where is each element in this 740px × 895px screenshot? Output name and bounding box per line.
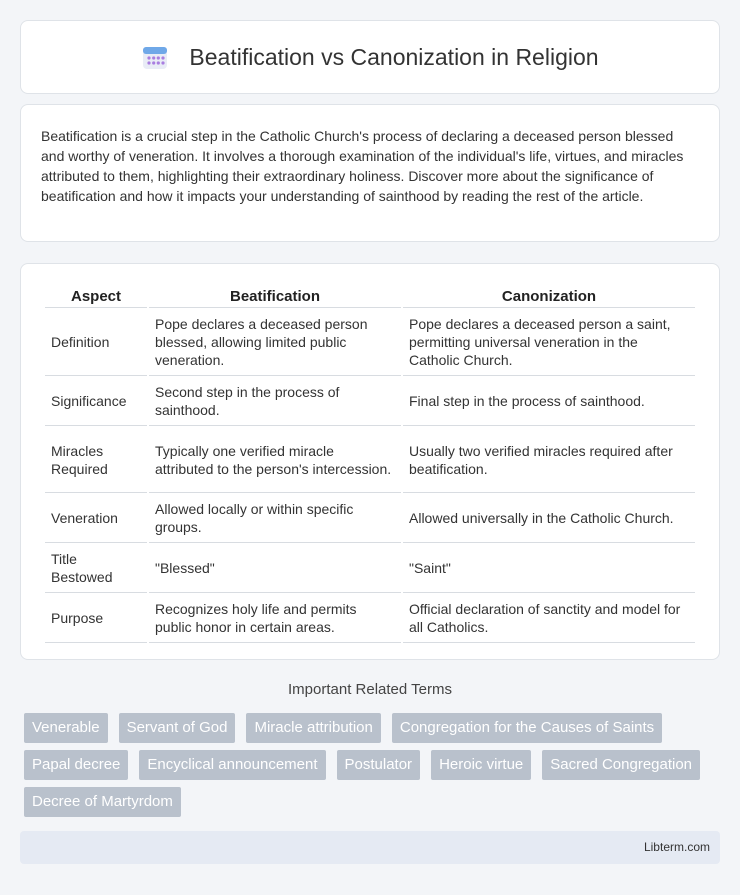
cell-aspect: Significance — [45, 376, 147, 426]
cell-aspect: Definition — [45, 308, 147, 376]
table-row — [45, 376, 695, 426]
comparison-table-card — [20, 263, 720, 660]
tag-postulator[interactable]: Postulator — [337, 750, 421, 780]
table-row — [45, 493, 695, 543]
tag-servant-of-god[interactable]: Servant of God — [119, 713, 236, 743]
tag-sacred-congregation[interactable]: Sacred Congregation — [542, 750, 700, 780]
table-row — [45, 308, 695, 376]
cell-aspect: Purpose — [45, 593, 147, 643]
footer — [20, 831, 720, 864]
table-header-row — [45, 284, 695, 308]
cell-beatification: Typically one verified miracle attributed to the person's intercession. — [149, 426, 401, 493]
tag-heroic-virtue[interactable]: Heroic virtue — [431, 750, 531, 780]
cell-beatification: Pope declares a deceased person blessed, allowing limited public veneration. — [149, 308, 401, 376]
tag-miracle-attribution[interactable]: Miracle attribution — [246, 713, 380, 743]
header-beatification: Beatification — [149, 284, 401, 308]
header-aspect: Aspect — [45, 284, 147, 308]
cell-canonization: Pope declares a deceased person a saint, permitting universal veneration in the Catholic Church. — [403, 308, 695, 376]
cell-beatification: Second step in the process of sainthood. — [149, 376, 401, 426]
table-row — [45, 543, 695, 593]
page-title: Beatification vs Canonization in Religion — [189, 43, 599, 70]
tag-encyclical-announcement[interactable]: Encyclical announcement — [139, 750, 325, 780]
calendar-icon — [141, 43, 169, 71]
tag-congregation-causes-saints[interactable]: Congregation for the Causes of Saints — [392, 713, 662, 743]
cell-canonization: Usually two verified miracles required after beatification. — [403, 426, 695, 493]
comparison-table — [43, 284, 697, 643]
cell-aspect: Miracles Required — [45, 426, 147, 493]
cell-canonization: Official declaration of sanctity and model for all Catholics. — [403, 593, 695, 643]
tag-venerable[interactable]: Venerable — [24, 713, 108, 743]
title-card — [20, 20, 720, 94]
cell-canonization: "Saint" — [403, 543, 695, 593]
footer-site-link[interactable]: Libterm.com — [643, 840, 710, 854]
cell-aspect: Title Bestowed — [45, 543, 147, 593]
cell-beatification: Allowed locally or within specific groups. — [149, 493, 401, 543]
tag-papal-decree[interactable]: Papal decree — [24, 750, 128, 780]
cell-canonization: Allowed universally in the Catholic Church. — [403, 493, 695, 543]
related-terms-list — [20, 713, 720, 824]
cell-canonization: Final step in the process of sainthood. — [403, 376, 695, 426]
header-canonization: Canonization — [403, 284, 695, 308]
cell-beatification: "Blessed" — [149, 543, 401, 593]
related-terms-title: Important Related Terms — [288, 681, 452, 698]
cell-aspect: Veneration — [45, 493, 147, 543]
table-row — [45, 593, 695, 643]
intro-text: Beatification is a crucial step in the Catholic Church's process of declaring a deceased person blessed and worthy of veneration. It involves a thorough examination of the individual's life, virtues, and miracles attributed to them, highlighting their extraordinary holiness. Discover more about the significance of beatification and how it impacts your understanding of sainthood by reading the rest of the article. — [41, 128, 684, 204]
tag-decree-of-martyrdom[interactable]: Decree of Martyrdom — [24, 787, 181, 817]
intro-card — [20, 104, 720, 242]
table-row — [45, 426, 695, 493]
cell-beatification: Recognizes holy life and permits public honor in certain areas. — [149, 593, 401, 643]
